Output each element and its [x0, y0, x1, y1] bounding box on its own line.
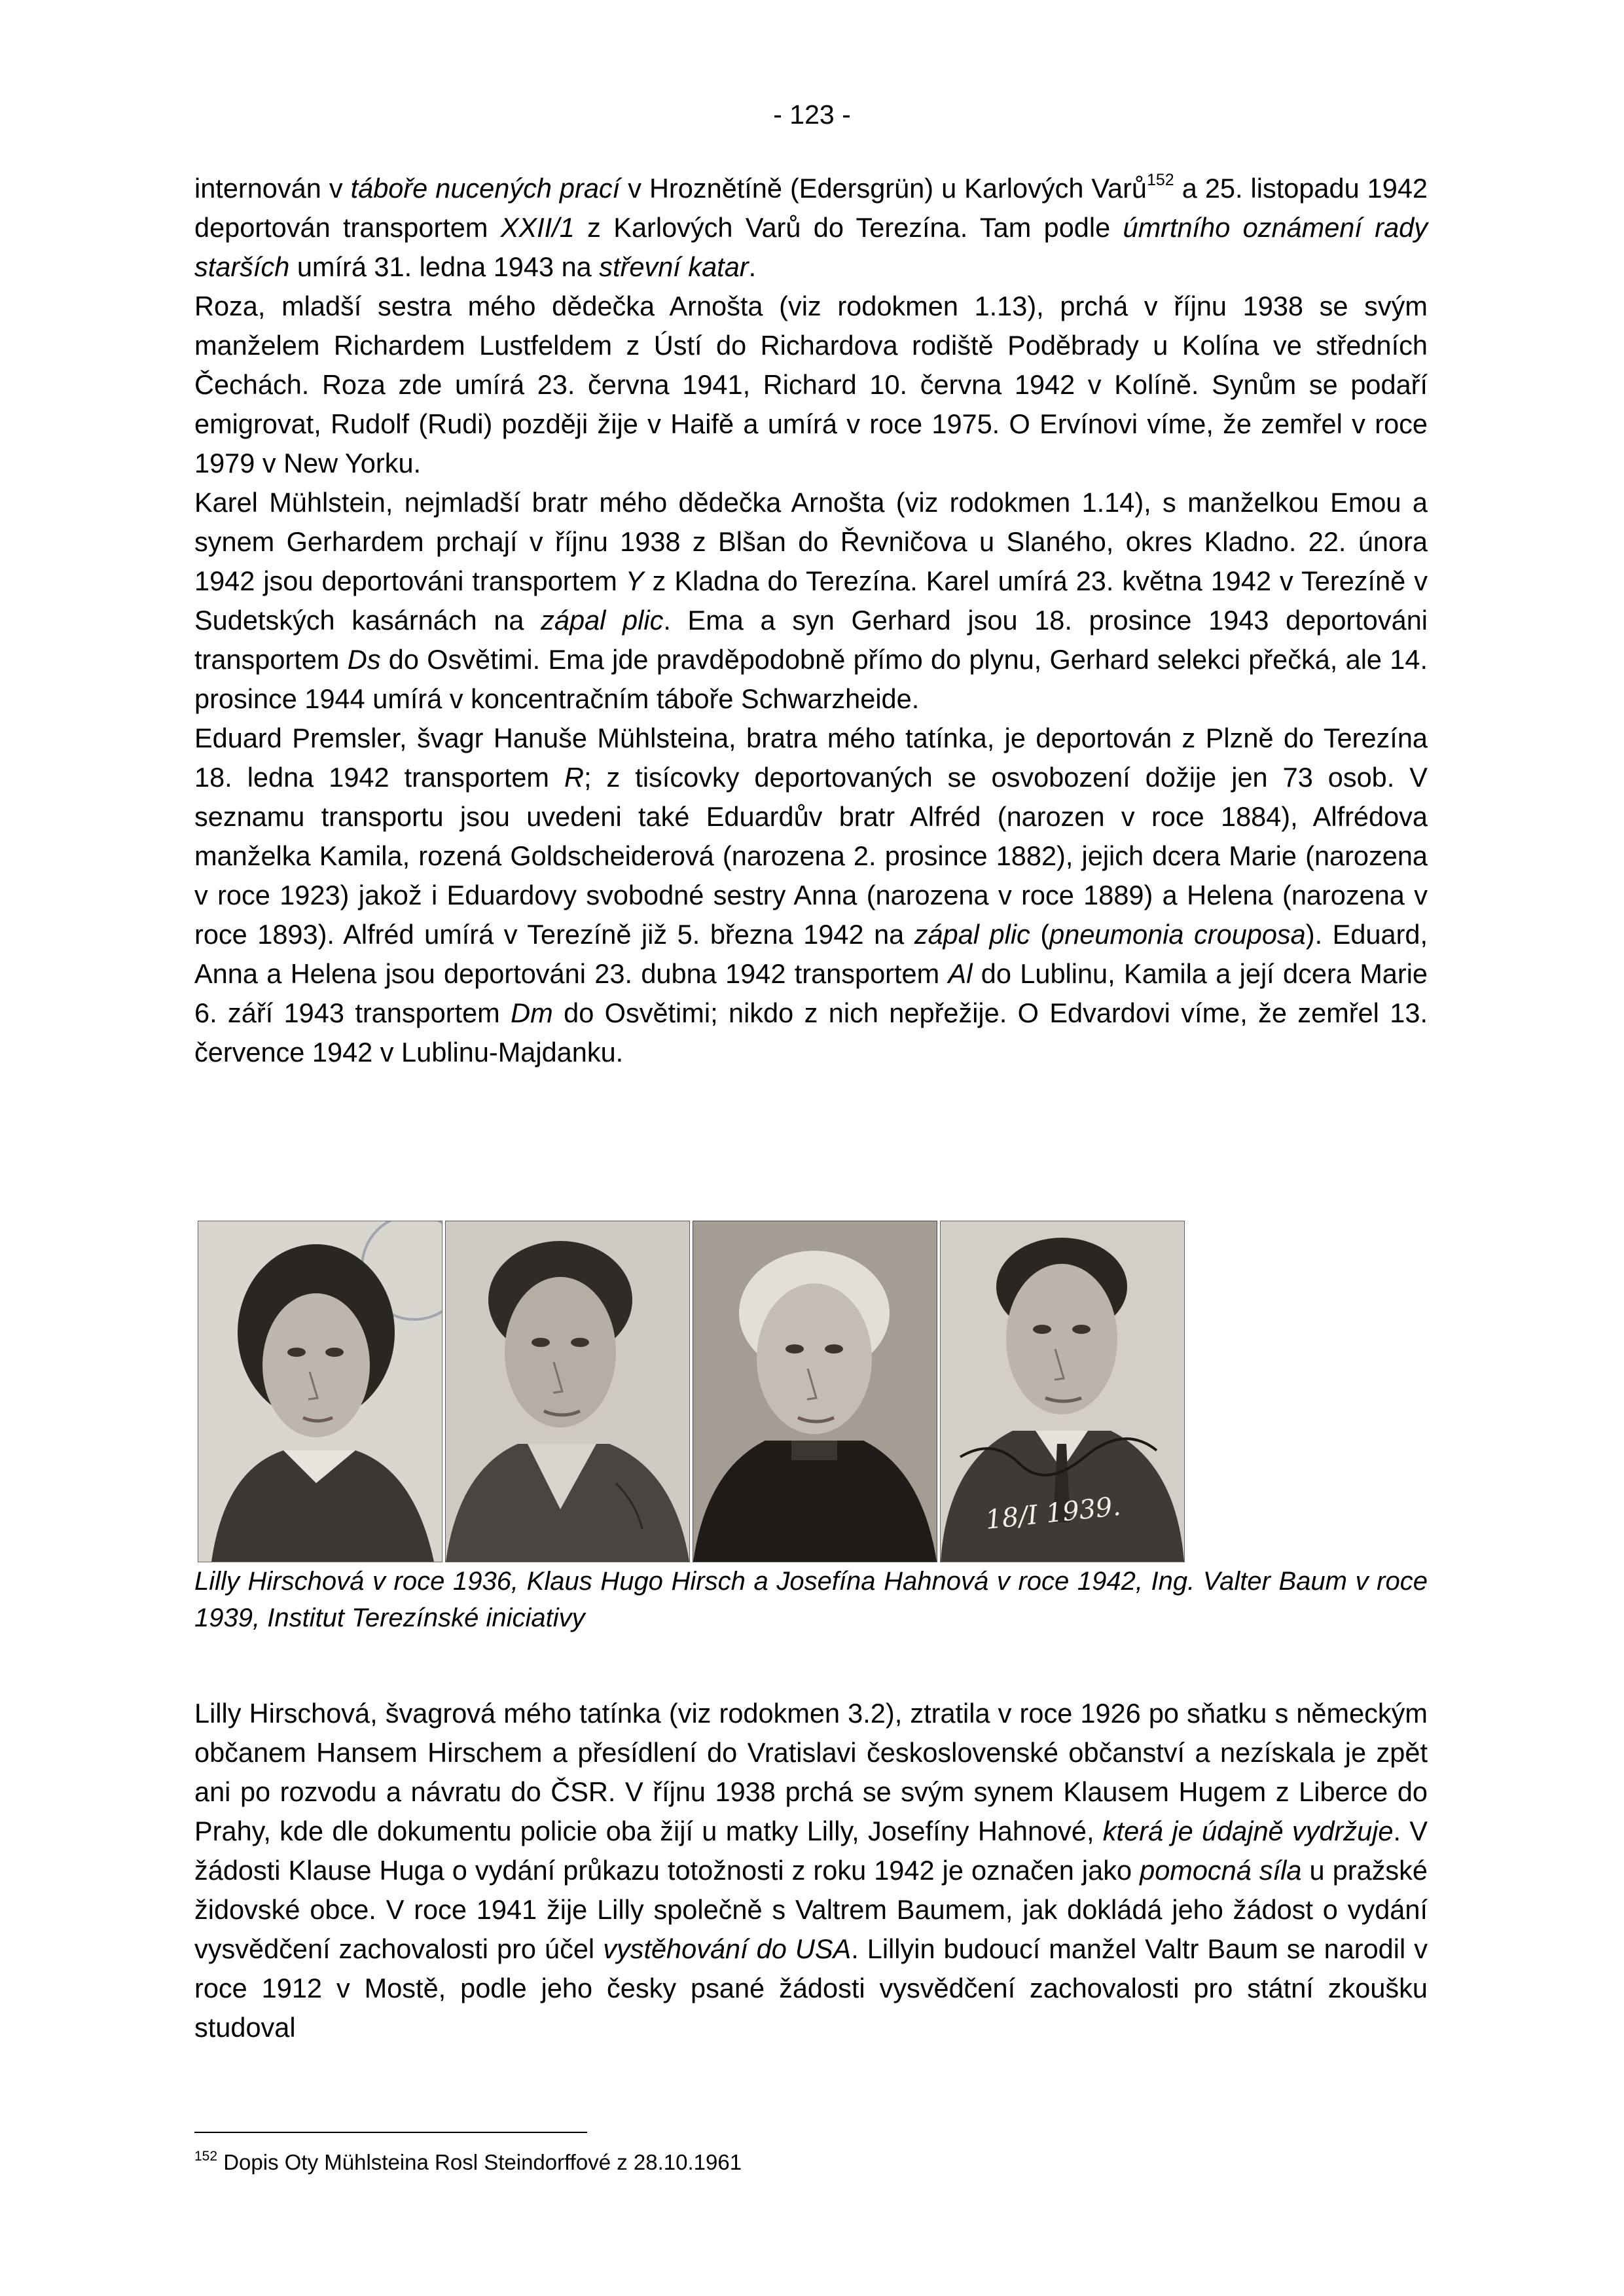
text-run: do Osvětimi. Ema jde pravděpodobně přímo do plynu, Gerhard selekci přečká, ale 14. prosince 1944 umírá v koncentračním táboře Schwarzheide.	[194, 644, 1428, 714]
footnote-text: Dopis Oty Mühlsteina Rosl Steindorffové z 28.10.1961	[223, 2150, 742, 2174]
text-run: Eduard Premsler, švagr Hanuše Mühlsteina, bratra mého tatínka, je deportován z Plzně do Terezína 18. ledna 1942 transportem	[194, 723, 1428, 793]
footnote	[194, 2148, 742, 2177]
page-number: - 123 -	[773, 99, 851, 130]
paragraph	[194, 719, 1428, 1072]
italic-text: XXII/1	[500, 212, 575, 243]
italic-text: Al	[948, 958, 973, 989]
text-run: . V žádosti Klause Huga o vydání průkazu totožnosti z roku 1942 je označen jako	[194, 1816, 1428, 1886]
italic-text: R	[564, 762, 584, 793]
footnote-number: 152	[194, 2149, 218, 2164]
photo-caption: Lilly Hirschová v roce 1936, Klaus Hugo Hirsch a Josefína Hahnová v roce 1942, Ing. Valter Baum v roce 1939, Institut Terezínské iniciativy	[194, 1567, 1428, 1632]
text-run: u pražské židovské obce. V roce 1941 žije Lilly společně s Valtrem Baumem, jak dokládá jeho žádost o vydání vysvědčení zachovalosti pro účel	[194, 1855, 1428, 1964]
footnote-separator	[194, 2132, 587, 2133]
italic-text: zápal plic	[541, 605, 664, 636]
photo-handwriting: 18/I 1939.	[984, 1491, 1123, 1535]
text-run: v Hroznětíně (Edersgrün) u Karlových Varů	[620, 173, 1147, 204]
italic-text: zápal plic	[914, 919, 1030, 950]
text-run: Lilly Hirschová, švagrová mého tatínka (viz rodokmen 3.2), ztratila v roce 1926 po sňatku s německým občanem Hansem Hirschem a přesídlení do Vratislavi československé občanství a nezískala je zpět ani po rozvodu a návratu do ČSR. V říjnu 1938 prchá se svým synem Klausem Hugem z Liberce do Prahy, kde dle dokumentu policie oba žijí u matky Lilly, Josefíny Hahnové,	[194, 1698, 1428, 1846]
text-run: . Lillyin budoucí manžel Valtr Baum se narodil v roce 1912 v Mostě, podle jeho česky psané žádosti vysvědčení zachovalosti pro státní zkoušku studoval	[194, 1933, 1428, 2043]
italic-text: Y	[625, 565, 644, 596]
text-run: do Osvětimi; nikdo z nich nepřežije. O Edvardovi víme, že zemřel 13. července 1942 v Lublinu-Majdanku.	[194, 997, 1428, 1067]
paragraph	[194, 287, 1428, 483]
italic-text: pomocná síla	[1140, 1855, 1302, 1886]
klaus-hugo-hirsch-photo	[446, 1221, 689, 1562]
text-run: .	[748, 251, 757, 282]
italic-text: Dm	[511, 997, 553, 1028]
paragraph	[194, 1694, 1428, 2047]
italic-text: Ds	[347, 644, 381, 675]
text-run: (	[1030, 919, 1050, 950]
text-run: z Kladna do Terezína. Karel umírá 23. května 1942 v Terezíně v Sudetských kasárnách na	[194, 565, 1428, 636]
italic-text: úmrtního oznámení rady starších	[194, 212, 1428, 282]
paragraph	[194, 483, 1428, 719]
text-run: ). Eduard, Anna a Helena jsou deportováni 23. dubna 1942 transportem	[194, 919, 1428, 989]
italic-text: vystěhování do USA	[603, 1933, 852, 1964]
text-run: ; z tisícovky deportovaných se osvobození dožije jen 73 osob. V seznamu transportu jsou uvedeni také Eduardův bratr Alfréd (narozen v roce 1884), Alfrédova manželka Kamila, rozená Goldscheiderová (narozena 2. prosince 1882), jejich dcera Marie (narozena v roce 1923) jakož i Eduardovy svobodné sestry Anna (narozena v roce 1889) a Helena (narozena v roce 1893). Alfréd umírá v Terezíně již 5. března 1942 na	[194, 762, 1428, 950]
text-run: internován v	[194, 173, 351, 204]
body-text-bottom	[194, 1694, 1428, 2047]
text-run: . Ema a syn Gerhard jsou 18. prosince 1943 deportováni transportem	[194, 605, 1428, 675]
paragraph	[194, 169, 1428, 287]
text-run: Karel Mühlstein, nejmladší bratr mého dědečka Arnošta (viz rodokmen 1.14), s manželkou Emou a synem Gerhardem prchají v říjnu 1938 z Blšan do Řevničova u Slaného, okres Kladno. 22. února 1942 jsou deportováni transportem	[194, 487, 1428, 596]
text-run: a 25. listopadu 1942 deportován transportem	[194, 173, 1428, 243]
lilly-hirschova-photo	[198, 1221, 442, 1562]
text-run: Roza, mladší sestra mého dědečka Arnošta (viz rodokmen 1.13), prchá v říjnu 1938 se svým manželem Richardem Lustfeldem z Ústí do Richardova rodiště Poděbrady u Kolína ve středních Čechách. Roza zde umírá 23. června 1941, Richard 10. června 1942 v Kolíně. Synům se podaří emigrovat, Rudolf (Rudi) později žije v Haifě a umírá v roce 1975. O Ervínovi víme, že zemřel v roce 1979 v New Yorku.	[194, 291, 1428, 478]
italic-text: která je údajně vydržuje	[1102, 1816, 1394, 1846]
italic-text: táboře nucených prací	[350, 173, 621, 204]
text-run: z Karlových Varů do Terezína. Tam podle	[574, 212, 1123, 243]
text-run: do Lublinu, Kamila a její dcera Marie 6. září 1943 transportem	[194, 958, 1428, 1028]
photo-strip	[198, 1221, 1212, 1562]
italic-text: střevní katar	[599, 251, 749, 282]
josefina-hahnova-photo	[693, 1221, 937, 1562]
footnote-reference: 152	[1147, 171, 1174, 189]
valter-baum-photo	[941, 1221, 1184, 1562]
text-run: umírá 31. ledna 1943 na	[289, 251, 600, 282]
italic-text: pneumonia crouposa	[1049, 919, 1306, 950]
body-text-top	[194, 169, 1428, 1072]
